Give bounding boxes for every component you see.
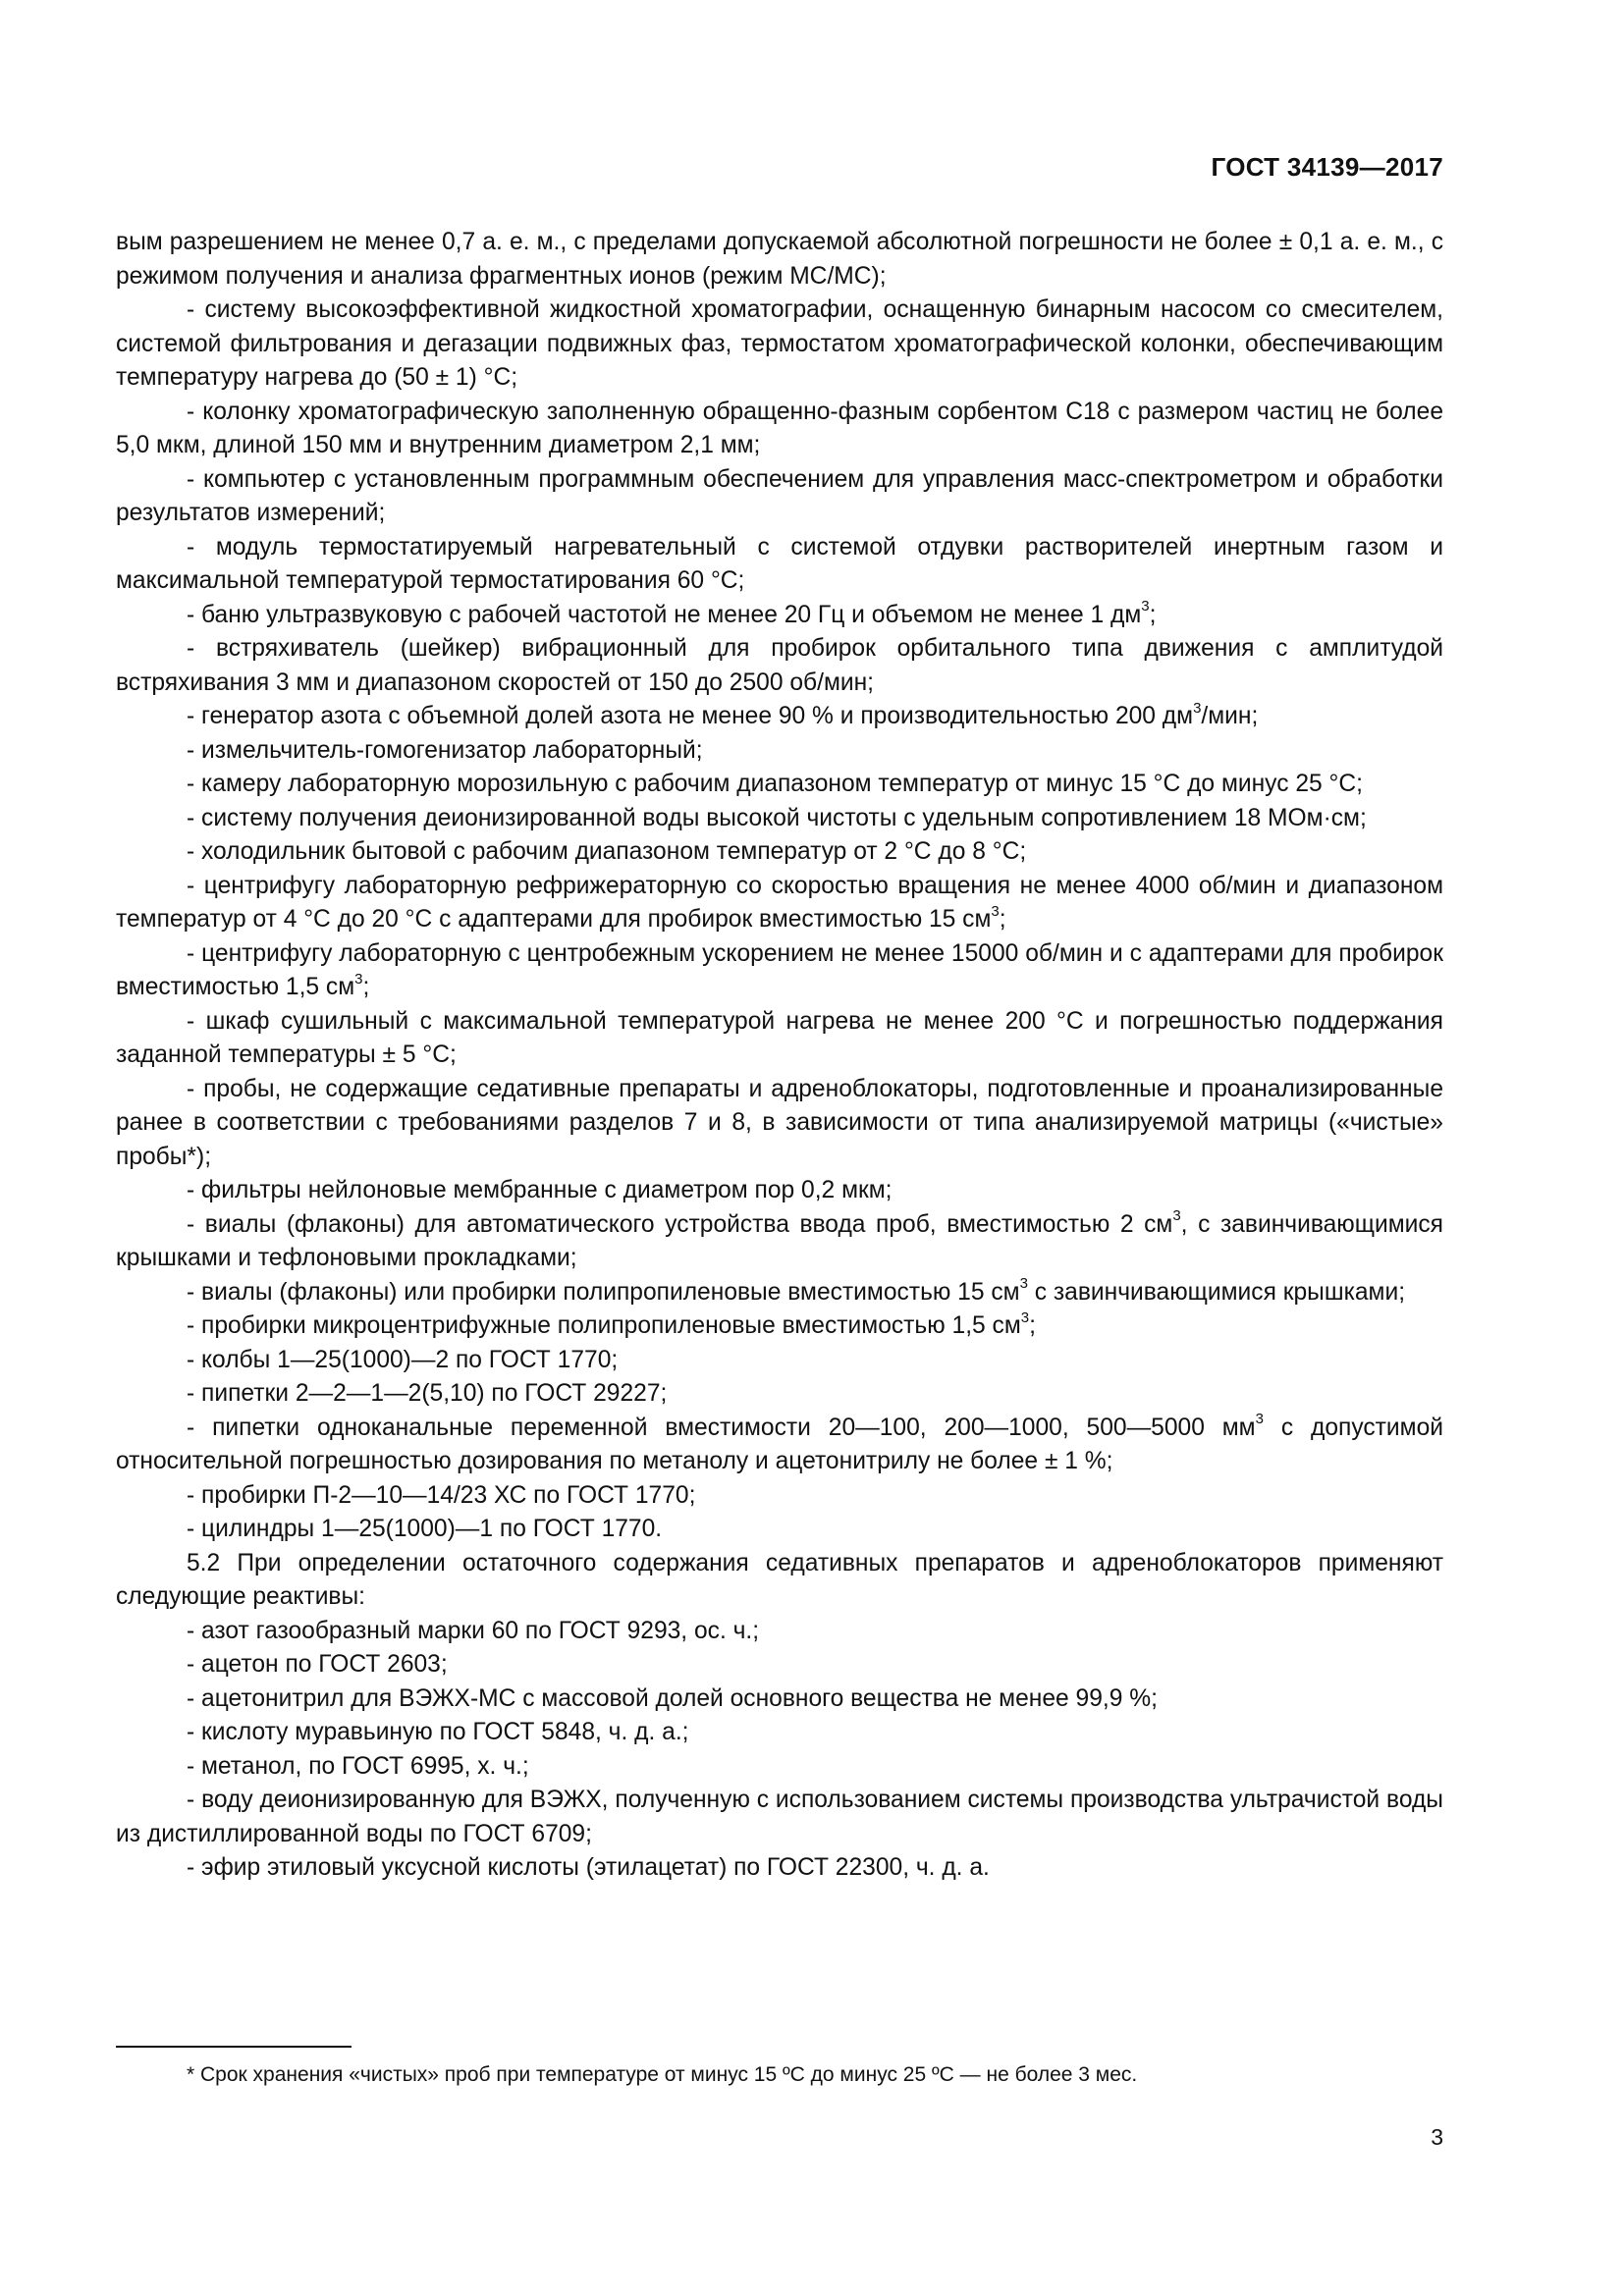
superscript: 3	[1019, 1275, 1028, 1293]
footnote-divider	[116, 2046, 352, 2048]
list-item	[116, 1309, 1443, 1344]
superscript: 3	[1141, 598, 1150, 615]
list-item	[116, 937, 1443, 1005]
footnote: * Срок хранения «чистых» проб при температуре от минус 15 ºС до минус 25 ºС — не более 3 мес.	[187, 2063, 1138, 2086]
list-item: - эфир этиловый уксусной кислоты (этилацетат) по ГОСТ 22300, ч. д. а.	[187, 1854, 990, 1881]
list-item: - фильтры нейлоновые мембранные с диаметром пор 0,2 мкм;	[187, 1177, 893, 1203]
list-item: - колбы 1—25(1000)—2 по ГОСТ 1770;	[187, 1346, 619, 1373]
list-item: - шкаф сушильный с максимальной температурой нагрева не менее 200 °С и погрешностью поддержания заданной температуры ± 5 °С;	[116, 1007, 1443, 1068]
superscript: 3	[991, 902, 1000, 920]
superscript: 3	[354, 970, 363, 988]
list-item: - колонку хроматографическую заполненную обращенно-фазным сорбентом С18 с размером частиц не более 5,0 мкм, длиной 150 мм и внутренним диаметром 2,1 мм;	[116, 398, 1443, 458]
superscript: 3	[1172, 1207, 1181, 1225]
list-item: - систему получения деионизированной воды высокой чистоты с удельным сопротивлением 18 МОм·см;	[187, 804, 1367, 831]
list-item: - компьютер с установленным программным обеспечением для управления масс-спектрометром и обработки результатов измерений;	[116, 465, 1443, 526]
list-item-text: - пробирки микроцентрифужные полипропиленовые вместимостью 1,5 см	[187, 1312, 1021, 1339]
list-item-text: ;	[362, 974, 370, 1000]
list-item-text: - центрифугу лабораторную с центробежным ускорением не менее 15000 об/мин и с адаптерами для пробирок вместимостью 1,5 см	[116, 939, 1443, 1000]
page-number: 3	[1431, 2124, 1443, 2150]
superscript: 3	[1193, 699, 1202, 717]
list-item-text: - виалы (флаконы) или пробирки полипропиленовые вместимостью 15 см	[187, 1278, 1020, 1306]
list-item: - цилиндры 1—25(1000)—1 по ГОСТ 1770.	[187, 1516, 663, 1542]
list-item: - измельчитель-гомогенизатор лабораторный;	[187, 736, 703, 764]
list-item	[116, 599, 1443, 633]
list-item	[116, 870, 1443, 937]
list-item-text: ;	[1029, 1312, 1036, 1339]
section-paragraph: 5.2 При определении остаточного содержания седативных препаратов и адреноблокаторов применяют следующие реактивы:	[116, 1549, 1443, 1610]
list-item-text: ;	[1149, 601, 1157, 628]
list-item	[116, 700, 1443, 734]
list-item: - воду деионизированную для ВЭЖХ, полученную с использованием системы производства ультрачистой воды из дистиллированной воды по ГОСТ 6709;	[116, 1787, 1443, 1847]
list-item: - ацетон по ГОСТ 2603;	[187, 1651, 448, 1678]
list-item-text: - генератор азота с объемной долей азота не менее 90 % и производительностью 200 дм	[187, 703, 1194, 729]
list-item-text: - центрифугу лабораторную рефрижераторную со скоростью вращения не менее 4000 об/мин и диапазоном температур от 4 °С до 20 °С с адаптерами для пробирок вместимостью 15 см	[116, 872, 1443, 933]
list-item-text: с допустимой относительной погрешностью дозирования по метанолу и ацетонитрилу не более ± 1 %;	[116, 1414, 1443, 1474]
list-item: - модуль термостатируемый нагревательный с системой отдувки растворителей инертным газом и максимальной температурой термостатирования 60 °С;	[116, 533, 1443, 594]
list-item-text: /мин;	[1201, 703, 1259, 729]
list-item	[116, 1208, 1443, 1276]
list-item: - ацетонитрил для ВЭЖХ-МС с массовой долей основного вещества не менее 99,9 %;	[187, 1684, 1158, 1712]
list-item: - встряхиватель (шейкер) вибрационный для пробирок орбитального типа движения с амплитудой встряхивания 3 мм и диапазоном скоростей от 150 до 2500 об/мин;	[116, 635, 1443, 696]
list-item: - метанол, по ГОСТ 6995, х. ч.;	[187, 1752, 529, 1780]
list-item-text: с завинчивающимися крышками;	[1027, 1278, 1406, 1306]
list-item: - азот газообразный марки 60 по ГОСТ 9293, ос. ч.;	[187, 1617, 760, 1644]
list-item: - систему высокоэффективной жидкостной хроматографии, оснащенную бинарным насосом со смесителем, системой фильтрования и дегазации подвижных фаз, термостатом хроматографической колонки, обеспечивающим температуру нагрева до (50 ± 1) °С;	[116, 296, 1443, 391]
list-item-text: - баню ультразвуковую с рабочей частотой не менее 20 Гц и объемом не менее 1 дм	[187, 601, 1142, 628]
list-item-text: ;	[999, 906, 1006, 933]
list-item-text: - пипетки одноканальные переменной вместимости 20—100, 200—1000, 500—5000 мм	[187, 1414, 1256, 1441]
list-item: - камеру лабораторную морозильную с рабочим диапазоном температур от минус 15 °С до минус 25 °С;	[187, 771, 1363, 797]
paragraph: вым разрешением не менее 0,7 а. е. м., с пределами допускаемой абсолютной погрешности не более ± 0,1 а. е. м., с режимом получения и анализа фрагментных ионов (режим МС/МС);	[116, 229, 1443, 290]
body-text	[116, 226, 1443, 1886]
list-item: - кислоту муравьиную по ГОСТ 5848, ч. д. а.;	[187, 1719, 689, 1745]
list-item	[116, 1412, 1443, 1479]
superscript: 3	[1255, 1411, 1264, 1428]
document-code-header: ГОСТ 34139—2017	[1211, 152, 1443, 182]
list-item: - холодильник бытовой с рабочим диапазоном температур от 2 °С до 8 °С;	[187, 838, 1027, 865]
list-item: - пробы, не содержащие седативные препараты и адреноблокаторы, подготовленные и проанализированные ранее в соответствии с требованиями разделов 7 и 8, в зависимости от типа анализируемой матрицы («чистые» пробы*);	[116, 1075, 1443, 1170]
superscript: 3	[1020, 1308, 1030, 1326]
list-item: - пипетки 2—2—1—2(5,10) по ГОСТ 29227;	[187, 1380, 668, 1407]
list-item-text: , с завинчивающимися крышками и тефлоновыми прокладками;	[116, 1210, 1443, 1271]
list-item	[116, 1276, 1443, 1310]
list-item-text: - виалы (флаконы) для автоматического устройства ввода проб, вместимостью 2 см	[187, 1210, 1173, 1238]
list-item: - пробирки П-2—10—14/23 ХС по ГОСТ 1770;	[187, 1481, 696, 1509]
